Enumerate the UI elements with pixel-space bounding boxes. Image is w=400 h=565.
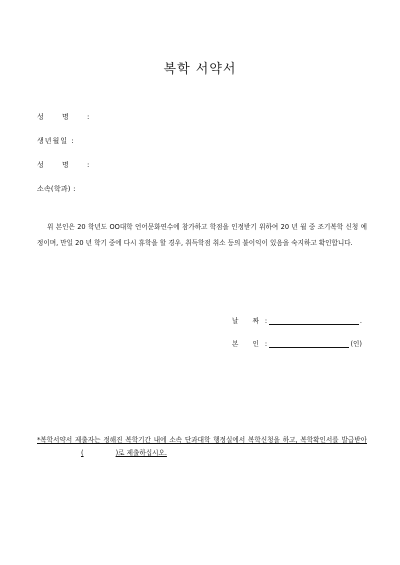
- date-label: 날 짜: [232, 317, 265, 325]
- name-label-text: 성 명 :: [37, 113, 98, 121]
- note-part-2: (: [81, 449, 84, 457]
- birthdate-label-text: 생년월일 :: [37, 137, 75, 145]
- document-title: 복학 서약서: [163, 62, 237, 77]
- name-field-label-2: [37, 160, 97, 170]
- seal-suffix: (인): [350, 340, 362, 348]
- self-label: 본 인: [232, 340, 265, 348]
- self-signature-row: [232, 338, 362, 348]
- date-signature-row: [232, 315, 362, 325]
- date-suffix: .: [359, 317, 362, 325]
- note-part-3: )로 제출하십시오.: [115, 449, 167, 457]
- submission-note: [37, 434, 367, 460]
- affiliation-field-label: [37, 184, 76, 194]
- self-colon: :: [264, 340, 268, 348]
- date-line: [269, 316, 359, 325]
- birthdate-field-label: [37, 136, 75, 146]
- name-label-text-2: 성 명 :: [37, 161, 98, 169]
- affiliation-label-text: 소속(학과) :: [37, 185, 76, 193]
- date-colon: :: [264, 317, 268, 325]
- name-field-label-1: [37, 112, 97, 122]
- signature-line: [269, 339, 349, 348]
- note-part-1: *복학서약서 제출자는 정해진 복학기간 내에 소속 단과대학 행정실에서 복학신청을 하고, 복학확인서를 발급받아: [37, 436, 367, 444]
- pledge-paragraph: 위 본인은 20 학년도 OO대학 언어문화연수에 참가하고 학점을 인정받기 위하여 20 년 월 중 조기복학 신청 예정이며, 만일 20 년 학기 중에 다시 휴학을 할 경우, 취득학점 취소 등의 불이익이 있음을 숙지하고 확인합니다.: [37, 223, 367, 247]
